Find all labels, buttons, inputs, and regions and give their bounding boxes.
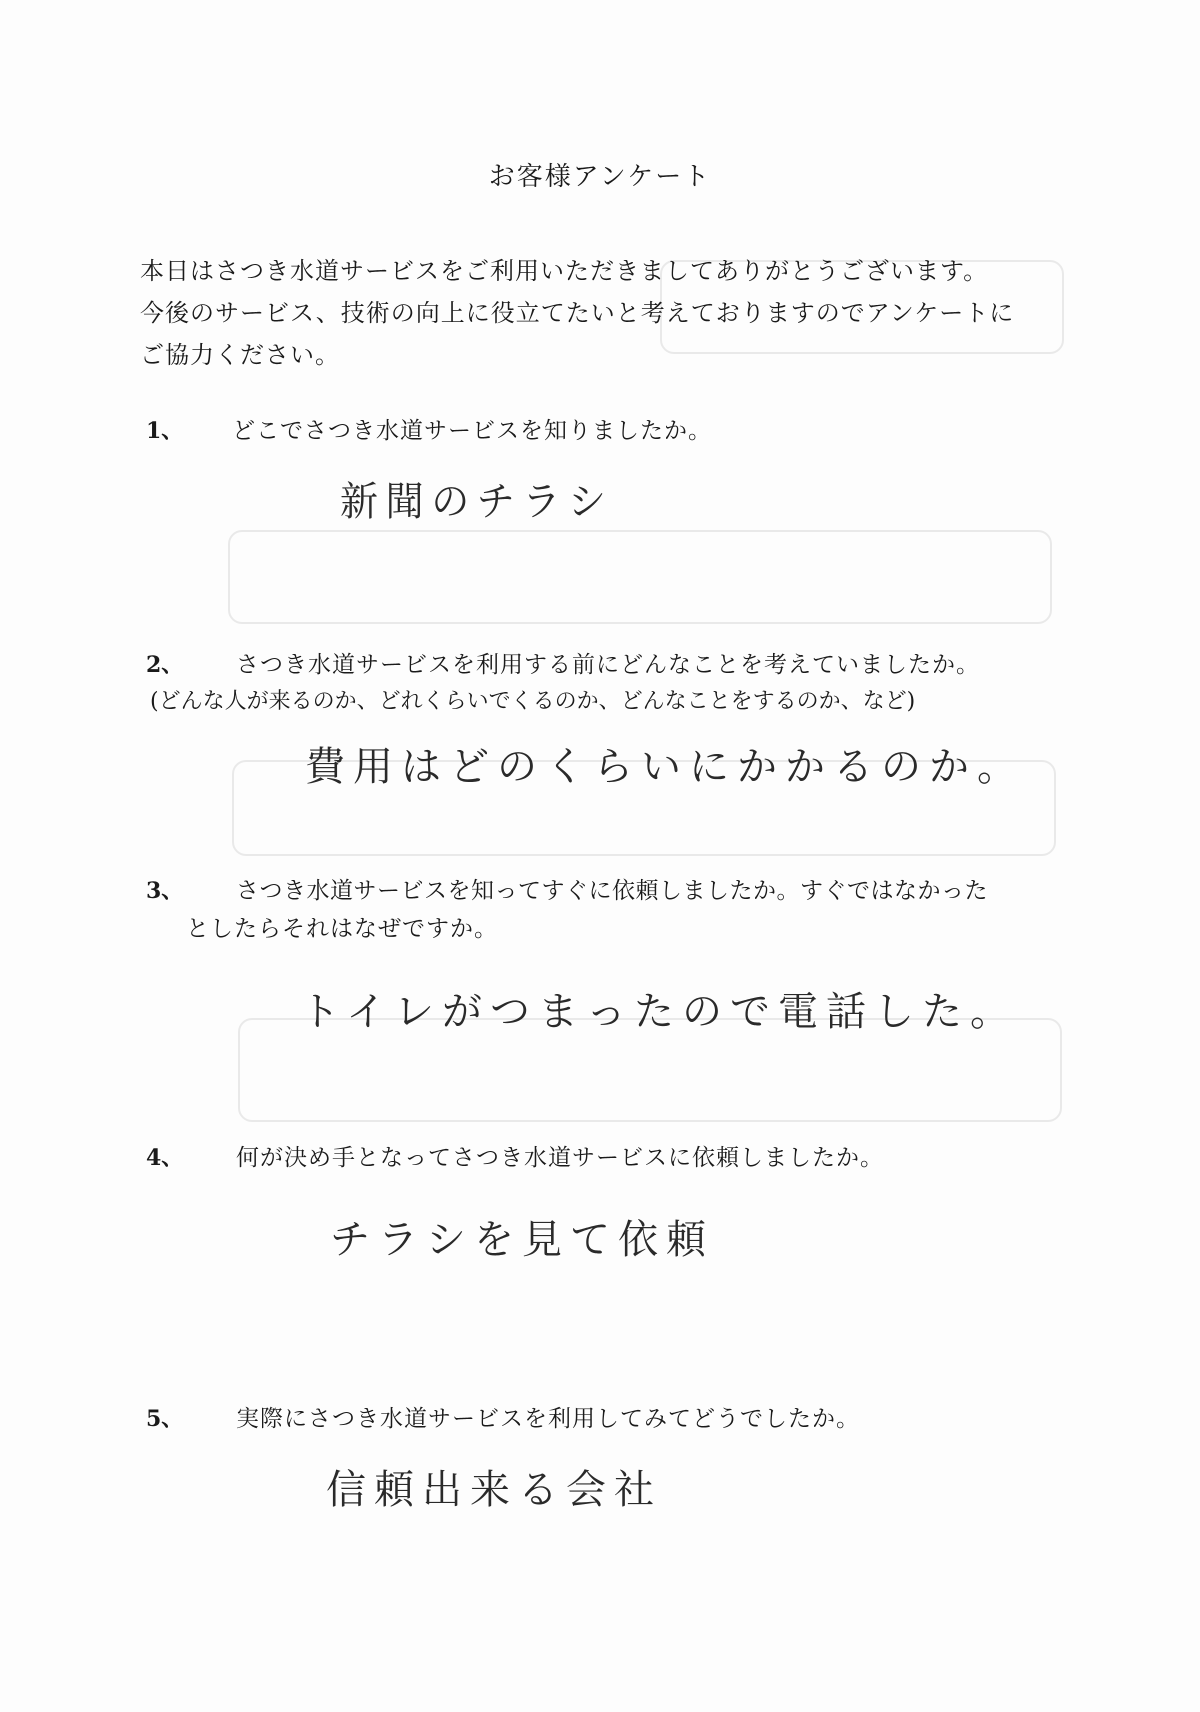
question-text: (どんな人が来るのか、どれくらいでくるのか、どんなことをするのか、など) xyxy=(150,689,916,714)
handwritten-answer: チラシを見て依頼 xyxy=(330,1217,714,1263)
intro-line: 本日はさつき水道サービスをご利用いただきましてありがとうございます。 xyxy=(140,257,989,285)
handwritten-answer: 信頼出来る会社 xyxy=(326,1467,662,1513)
intro-line: ご協力ください。 xyxy=(140,341,340,369)
question-number: 1、 xyxy=(146,418,184,444)
question-text: どこでさつき水道サービスを知りましたか。 xyxy=(232,418,712,444)
showthrough-box xyxy=(228,530,1052,624)
question-number: 4、 xyxy=(146,1145,184,1171)
page-title: お客様アンケート xyxy=(488,162,712,192)
question-text: 実際にさつき水道サービスを利用してみてどうでしたか。 xyxy=(236,1406,860,1432)
question-text: さつき水道サービスを利用する前にどんなことを考えていましたか。 xyxy=(236,652,980,678)
question-number: 3、 xyxy=(146,878,184,904)
handwritten-answer: 費用はどのくらいにかかるのか。 xyxy=(305,744,1025,790)
intro-line: 今後のサービス、技術の向上に役立てたいと考えておりますのでアンケートに xyxy=(140,299,1015,327)
handwritten-answer: 新聞のチラシ xyxy=(340,479,614,525)
handwritten-answer: トイレがつまったので電話した。 xyxy=(300,989,1018,1035)
question-text: さつき水道サービスを知ってすぐに依頼しましたか。すぐではなかった xyxy=(236,878,988,904)
question-text: としたらそれはなぜですか。 xyxy=(186,916,498,942)
question-number: 2、 xyxy=(146,652,184,678)
question-number: 5、 xyxy=(146,1406,184,1432)
intro-text xyxy=(140,250,1060,376)
question-text: 何が決め手となってさつき水道サービスに依頼しましたか。 xyxy=(236,1145,884,1171)
